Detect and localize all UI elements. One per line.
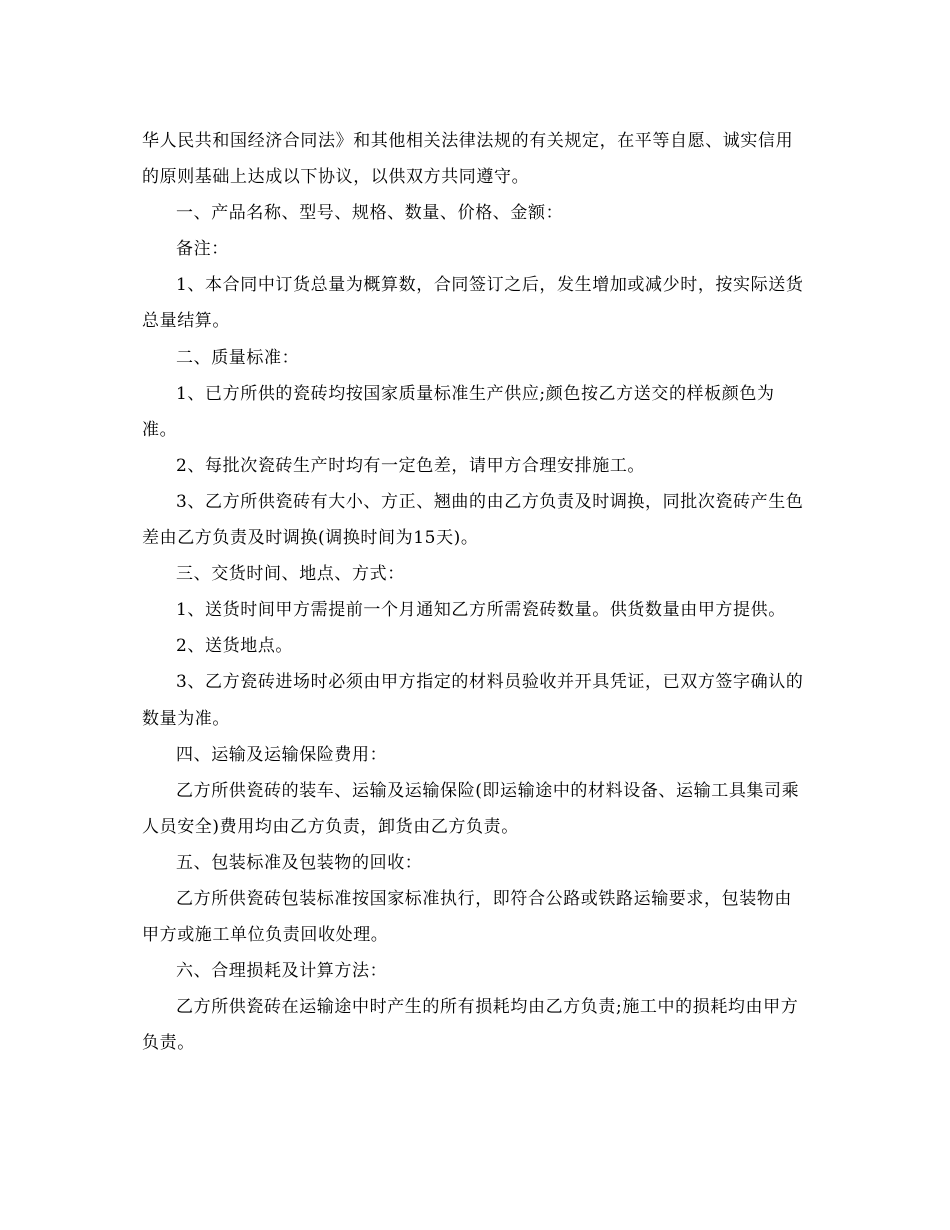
contract-paragraph: 乙方所供瓷砖在运输途中时产生的所有损耗均由乙方负责;施工中的损耗均由甲方负责。 <box>142 997 799 1054</box>
contract-paragraph: 1、送货时间甲方需提前一个月通知乙方所需瓷砖数量。供货数量由甲方提供。 <box>176 600 786 621</box>
contract-paragraph: 3、乙方瓷砖进场时必须由甲方指定的材料员验收并开具凭证，已双方签字确认的数量为准。 <box>142 672 804 729</box>
contract-paragraph: 1、本合同中订货总量为概算数，合同签订之后，发生增加或减少时，按实际送货总量结算。 <box>142 275 804 332</box>
contract-paragraph: 2、送货地点。 <box>176 636 294 657</box>
remark-label: 备注： <box>176 239 229 260</box>
contract-paragraph: 1、已方所供的瓷砖均按国家质量标准生产供应;颜色按乙方送交的样板颜色为准。 <box>142 383 775 440</box>
section-heading-packaging: 五、包装标准及包装物的回收： <box>176 852 423 873</box>
contract-paragraph: 乙方所供瓷砖的装车、运输及运输保险(即运输途中的材料设备、运输工具集司乘人员安全)费用均由乙方负责，卸货由乙方负责。 <box>142 780 800 837</box>
document-body <box>142 123 806 1061</box>
section-heading-transport: 四、运输及运输保险费用： <box>176 744 388 765</box>
section-heading-loss: 六、合理损耗及计算方法： <box>176 961 388 982</box>
section-heading-delivery: 三、交货时间、地点、方式： <box>176 564 405 585</box>
contract-paragraph: 2、每批次瓷砖生产时均有一定色差，请甲方合理安排施工。 <box>176 455 646 476</box>
contract-paragraph: 华人民共和国经济合同法》和其他相关法律法规的有关规定，在平等自愿、诚实信用的原则基础上达成以下协议，以供双方共同遵守。 <box>142 131 794 188</box>
section-heading-products: 一、产品名称、型号、规格、数量、价格、金额： <box>176 203 564 224</box>
section-heading-quality: 二、质量标准： <box>176 347 300 368</box>
contract-paragraph: 乙方所供瓷砖包装标准按国家标准执行，即符合公路或铁路运输要求，包装物由甲方或施工单位负责回收处理。 <box>142 888 792 946</box>
contract-paragraph: 3、乙方所供瓷砖有大小、方正、翘曲的由乙方负责及时调换，同批次瓷砖产生色差由乙方负责及时调换(调换时间为15天)。 <box>142 491 804 549</box>
